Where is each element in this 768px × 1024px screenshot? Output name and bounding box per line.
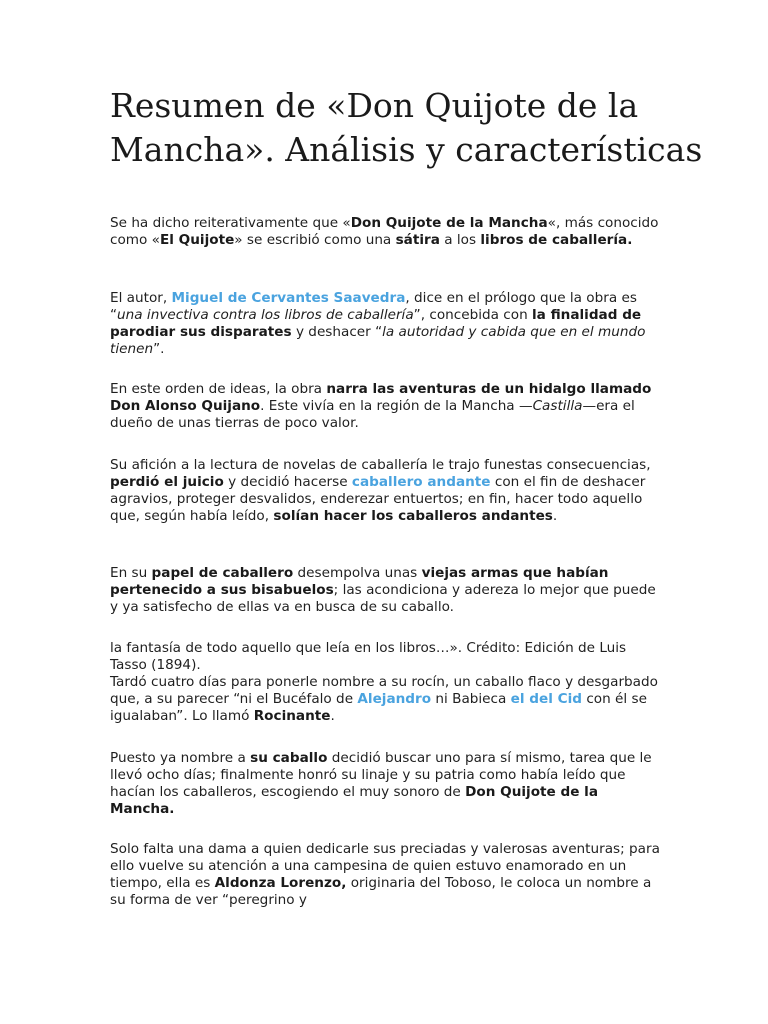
bold-text: papel de caballero xyxy=(151,565,294,581)
text-run: . Este vivía en la región de la Mancha — xyxy=(260,398,533,414)
text-run: Se ha dicho reiterativamente que « xyxy=(110,215,351,231)
text-run: . xyxy=(552,508,558,524)
bold-text: la finalidad de parodiar sus disparates xyxy=(110,307,642,340)
bold-text: Don Quijote de la Mancha xyxy=(350,215,548,231)
text-run: y decidió hacerse xyxy=(223,474,352,490)
text-link[interactable]: el del Cid xyxy=(510,691,582,707)
text-run: a los xyxy=(439,232,481,248)
text-run: «, más conocido como « xyxy=(110,215,659,248)
bold-text: El Quijote xyxy=(160,232,235,248)
bold-text: Don Quijote de la Mancha. xyxy=(110,784,599,817)
text-run: decidió buscar uno para sí mismo, tarea que le llevó ocho días; finalmente honró su linaje y su patria como había leído que hacían los caballeros, escogiendo el muy sonoro de xyxy=(110,750,652,800)
bold-text: Rocinante xyxy=(253,708,331,724)
italic-text: una invectiva contra los libros de caballería xyxy=(117,307,414,323)
text-run: Puesto ya nombre a xyxy=(110,750,251,766)
text-run: . xyxy=(330,708,335,724)
bold-text: perdió el juicio xyxy=(110,474,224,490)
text-run: , dice en el prólogo que la obra es “ xyxy=(110,290,637,323)
text-run: Tardó cuatro días para ponerle nombre a su rocín, un caballo flaco y desgarbado que, a su parecer “ni el Bucéfalo de xyxy=(110,674,658,707)
italic-text: la autoridad y cabida que en el mundo tienen xyxy=(110,324,646,357)
text-run: con el fin de deshacer agravios, proteger desvalidos, enderezar entuertos; en fin, hacer todo aquello que, según había leído, xyxy=(110,474,646,524)
italic-text: Castilla xyxy=(532,398,583,414)
text-run: Solo falta una dama a quien dedicarle sus preciadas y valerosas aventuras; para ello vuelve su atención a una campesina de quien estuvo enamorado en un tiempo, ella es xyxy=(110,841,660,891)
text-run: ni Babieca xyxy=(431,691,511,707)
bold-text: libros de caballería. xyxy=(480,232,633,248)
text-link[interactable]: caballero andante xyxy=(351,474,491,490)
bold-text: viejas armas que habían pertenecido a sus bisabuelos xyxy=(110,565,609,598)
bold-text: narra las aventuras de un hidalgo llamado Don Alonso Quijano xyxy=(110,381,652,414)
text-run: ; las acondiciona y adereza lo mejor que puede y ya satisfecho de ellas va en busca de su caballo. xyxy=(110,582,656,615)
text-run: Su afición a la lectura de novelas de caballería le trajo funestas consecuencias, xyxy=(110,457,651,473)
text-run: originaria del Toboso, le coloca un nombre a su forma de ver “peregrino y xyxy=(110,875,652,908)
text-run: ”, concebida con xyxy=(413,307,533,323)
text-run: y deshacer “ xyxy=(291,324,383,340)
paragraph xyxy=(110,640,660,725)
text-run: ”. xyxy=(153,341,165,357)
paragraph xyxy=(110,290,660,358)
paragraph xyxy=(110,565,660,616)
text-link[interactable]: Miguel de Cervantes Saavedra xyxy=(171,290,406,306)
paragraph xyxy=(110,457,660,525)
text-run: En este orden de ideas, la obra xyxy=(110,381,327,397)
text-run: desempolva unas xyxy=(293,565,422,581)
paragraph xyxy=(110,381,660,432)
text-run: la fantasía de todo aquello que leía en los libros…». Crédito: Edición de Luis Tasso (1894). xyxy=(110,640,627,673)
bold-text: solían hacer los caballeros andantes xyxy=(273,508,553,524)
text-run: con él se igualaban”. Lo llamó xyxy=(110,691,647,724)
text-run: El autor, xyxy=(110,290,172,306)
paragraph xyxy=(110,215,660,249)
paragraph xyxy=(110,750,660,818)
bold-text: Aldonza Lorenzo, xyxy=(214,875,347,891)
text-link[interactable]: Alejandro xyxy=(357,691,432,707)
paragraph xyxy=(110,841,660,909)
text-run: En su xyxy=(110,565,152,581)
text-run: —era el dueño de unas tierras de poco valor. xyxy=(110,398,635,431)
text-run: » se escribió como una xyxy=(234,232,396,248)
document-title: Resumen de «Don Quijote de la Mancha». Análisis y características xyxy=(110,86,703,169)
bold-text: su caballo xyxy=(250,750,328,766)
bold-text: sátira xyxy=(395,232,440,248)
